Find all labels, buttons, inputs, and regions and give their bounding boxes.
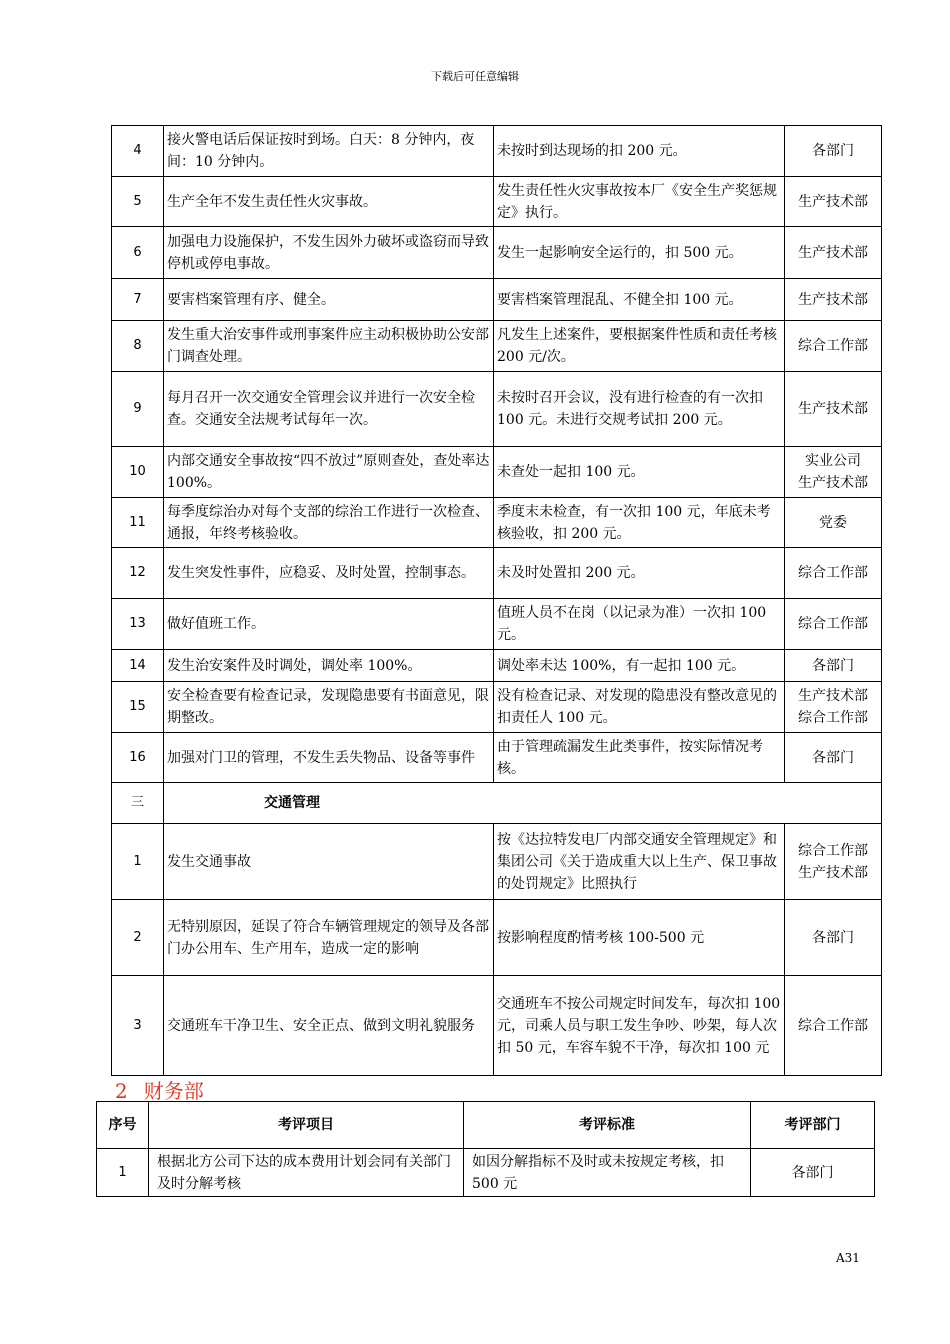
section-row — [112, 783, 882, 824]
row-dept: 生产技术部 — [785, 372, 882, 447]
finance-section-title — [115, 1075, 204, 1104]
row-no: 8 — [112, 321, 164, 372]
row-item: 要害档案管理有序、健全。 — [164, 279, 494, 321]
table-row — [112, 548, 882, 599]
row-item: 内部交通安全事故按“四不放过”原则查处，查处率达 100%。 — [164, 447, 494, 498]
row-standard: 季度末未检查，有一次扣 100 元，年底未考核验收，扣 200 元。 — [494, 498, 785, 548]
row-no: 11 — [112, 498, 164, 548]
header-item: 考评项目 — [149, 1102, 464, 1149]
row-item: 根据北方公司下达的成本费用计划会同有关部门及时分解考核 — [149, 1149, 464, 1197]
table-row — [112, 976, 882, 1076]
row-no: 12 — [112, 548, 164, 599]
row-item: 每季度综治办对每个支部的综治工作进行一次检查、通报，年终考核验收。 — [164, 498, 494, 548]
row-standard: 未按时召开会议，没有进行检查的有一次扣 100 元。未进行交规考试扣 200 元。 — [494, 372, 785, 447]
table-row — [112, 372, 882, 447]
table-row — [112, 824, 882, 900]
row-dept: 综合工作部 生产技术部 — [785, 824, 882, 900]
row-standard: 调处率未达 100%，有一起扣 100 元。 — [494, 650, 785, 682]
row-dept: 生产技术部 — [785, 227, 882, 279]
row-no: 14 — [112, 650, 164, 682]
table-row — [112, 227, 882, 279]
table-row — [97, 1149, 875, 1197]
row-standard: 没有检查记录、对发现的隐患没有整改意见的扣责任人 100 元。 — [494, 682, 785, 733]
section-title: 交通管理 — [164, 783, 882, 824]
row-item: 无特别原因，延误了符合车辆管理规定的领导及各部门办公用车、生产用车，造成一定的影响 — [164, 900, 494, 976]
table-row — [112, 900, 882, 976]
row-dept: 各部门 — [785, 733, 882, 783]
row-dept: 实业公司 生产技术部 — [785, 447, 882, 498]
row-dept: 各部门 — [785, 650, 882, 682]
row-item: 发生治安案件及时调处，调处率 100%。 — [164, 650, 494, 682]
finance-section-name: 财务部 — [143, 1079, 204, 1103]
table-row — [112, 126, 882, 177]
row-standard: 未查处一起扣 100 元。 — [494, 447, 785, 498]
row-standard: 凡发生上述案件，要根据案件性质和责任考核 200 元/次。 — [494, 321, 785, 372]
finance-section-number: 2 — [115, 1079, 128, 1103]
table-row — [112, 447, 882, 498]
row-item: 发生突发性事件，应稳妥、及时处置，控制事态。 — [164, 548, 494, 599]
row-standard: 未及时处置扣 200 元。 — [494, 548, 785, 599]
row-item: 加强对门卫的管理，不发生丢失物品、设备等事件 — [164, 733, 494, 783]
row-dept: 党委 — [785, 498, 882, 548]
row-no: 1 — [112, 824, 164, 900]
row-dept: 综合工作部 — [785, 548, 882, 599]
row-item: 每月召开一次交通安全管理会议并进行一次安全检查。交通安全法规考试每年一次。 — [164, 372, 494, 447]
table-row — [112, 177, 882, 227]
row-dept: 各部门 — [785, 126, 882, 177]
row-item: 发生重大治安事件或刑事案件应主动积极协助公安部门调查处理。 — [164, 321, 494, 372]
assessment-table-body — [112, 126, 882, 1076]
finance-table-header — [97, 1102, 875, 1149]
row-dept: 生产技术部 综合工作部 — [785, 682, 882, 733]
row-dept: 生产技术部 — [785, 279, 882, 321]
row-no: 13 — [112, 599, 164, 650]
row-standard: 交通班车不按公司规定时间发车，每次扣 100 元，司乘人员与职工发生争吵、吵架，每人次扣 50 元，车容车貌不干净，每次扣 100 元 — [494, 976, 785, 1076]
row-standard: 发生责任性火灾事故按本厂《安全生产奖惩规定》执行。 — [494, 177, 785, 227]
row-item: 生产全年不发生责任性火灾事故。 — [164, 177, 494, 227]
assessment-table — [111, 125, 882, 1076]
row-dept: 综合工作部 — [785, 321, 882, 372]
row-item: 安全检查要有检查记录，发现隐患要有书面意见，限期整改。 — [164, 682, 494, 733]
row-no: 9 — [112, 372, 164, 447]
header-dept: 考评部门 — [751, 1102, 875, 1149]
row-dept: 各部门 — [785, 900, 882, 976]
row-no: 4 — [112, 126, 164, 177]
row-no: 7 — [112, 279, 164, 321]
row-no: 1 — [97, 1149, 149, 1197]
row-standard: 未按时到达现场的扣 200 元。 — [494, 126, 785, 177]
row-item: 交通班车干净卫生、安全正点、做到文明礼貌服务 — [164, 976, 494, 1076]
row-standard: 按影响程度酌情考核 100-500 元 — [494, 900, 785, 976]
download-note: 下载后可任意编辑 — [431, 70, 519, 83]
table-row — [112, 279, 882, 321]
row-item: 做好值班工作。 — [164, 599, 494, 650]
row-no: 10 — [112, 447, 164, 498]
row-item: 加强电力设施保护，不发生因外力破坏或盗窃而导致停机或停电事故。 — [164, 227, 494, 279]
table-row — [112, 599, 882, 650]
row-no: 16 — [112, 733, 164, 783]
table-row — [112, 321, 882, 372]
row-no: 3 — [112, 976, 164, 1076]
row-standard: 按《达拉特发电厂内部交通安全管理规定》和集团公司《关于造成重大以上生产、保卫事故的处罚规定》比照执行 — [494, 824, 785, 900]
table-row — [112, 650, 882, 682]
section-number: 三 — [112, 783, 164, 824]
row-standard: 要害档案管理混乱、不健全扣 100 元。 — [494, 279, 785, 321]
row-dept: 各部门 — [751, 1149, 875, 1197]
row-standard: 发生一起影响安全运行的，扣 500 元。 — [494, 227, 785, 279]
row-item: 发生交通事故 — [164, 824, 494, 900]
row-standard: 如因分解指标不及时或未按规定考核，扣 500 元 — [464, 1149, 751, 1197]
row-standard: 由于管理疏漏发生此类事件，按实际情况考核。 — [494, 733, 785, 783]
row-dept: 生产技术部 — [785, 177, 882, 227]
row-dept: 综合工作部 — [785, 599, 882, 650]
header-standard: 考评标准 — [464, 1102, 751, 1149]
row-dept: 综合工作部 — [785, 976, 882, 1076]
header-no: 序号 — [97, 1102, 149, 1149]
row-no: 5 — [112, 177, 164, 227]
table-row — [112, 682, 882, 733]
finance-table — [96, 1101, 875, 1197]
table-row — [112, 498, 882, 548]
row-no: 2 — [112, 900, 164, 976]
table-row — [112, 733, 882, 783]
row-no: 6 — [112, 227, 164, 279]
row-item: 接火警电话后保证按时到场。白天：8 分钟内，夜间：10 分钟内。 — [164, 126, 494, 177]
row-no: 15 — [112, 682, 164, 733]
page-number: A31 — [836, 1251, 860, 1265]
row-standard: 值班人员不在岗（以记录为准）一次扣 100 元。 — [494, 599, 785, 650]
